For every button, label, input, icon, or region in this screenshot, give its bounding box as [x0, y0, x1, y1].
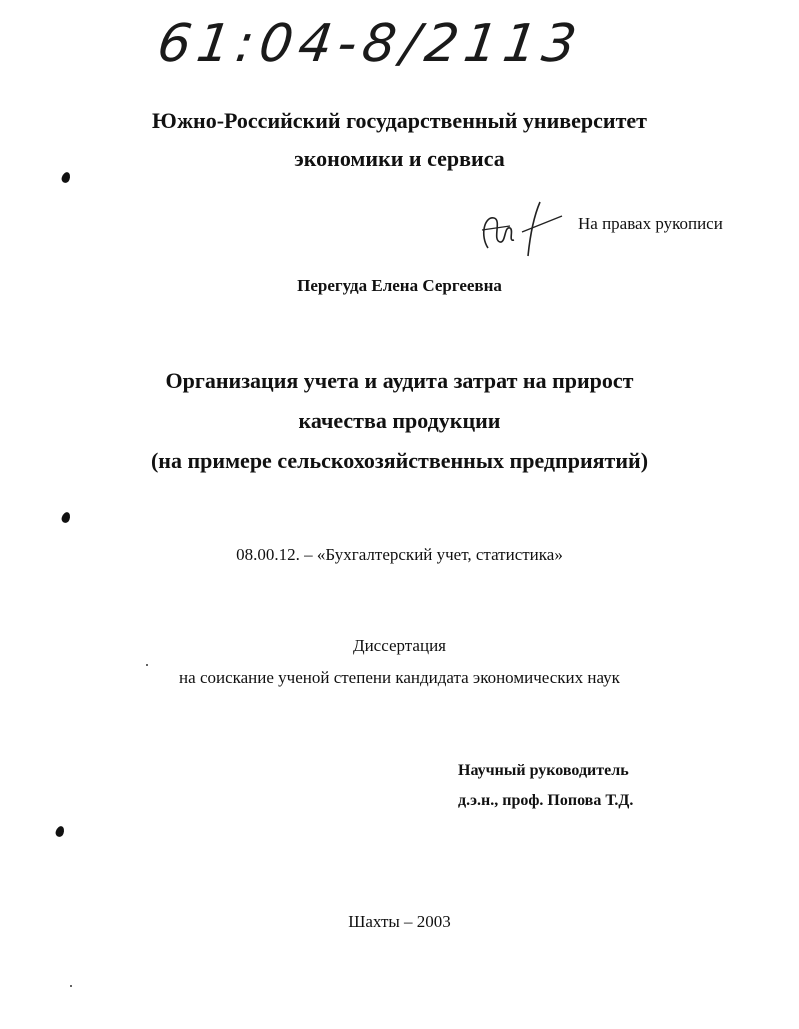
thesis-title-line3: (на примере сельскохозяйственных предприятий) [150, 448, 649, 473]
thesis-title-line2: качества продукции [298, 408, 501, 433]
thesis-title-line1: Организация учета и аудита затрат на прирост [165, 368, 634, 393]
author-name: Перегуда Елена Сергеевна [297, 276, 502, 295]
supervisor-name: д.э.н., проф. Попова Т.Д. [458, 792, 634, 809]
punch-hole-mark [54, 825, 65, 838]
archive-number-handwritten: 61:04-8/2113 [153, 14, 586, 74]
scan-speck [146, 664, 148, 666]
university-name-line1: Южно-Российский государственный университет [152, 108, 647, 133]
supervisor-label: Научный руководитель [458, 762, 629, 779]
punch-hole-mark [60, 171, 71, 184]
city-year: Шахты – 2003 [348, 912, 451, 931]
punch-hole-mark [60, 511, 71, 524]
dissertation-type: Диссертация [352, 636, 446, 655]
scan-speck [70, 985, 72, 987]
specialty-code: 08.00.12. – «Бухгалтерский учет, статистика» [236, 545, 563, 564]
manuscript-rights-label: На правах рукописи [578, 214, 723, 233]
signature-mark [470, 196, 570, 266]
university-name-line2: экономики и сервиса [294, 146, 505, 171]
degree-description: на соискание ученой степени кандидата экономических наук [179, 668, 620, 687]
